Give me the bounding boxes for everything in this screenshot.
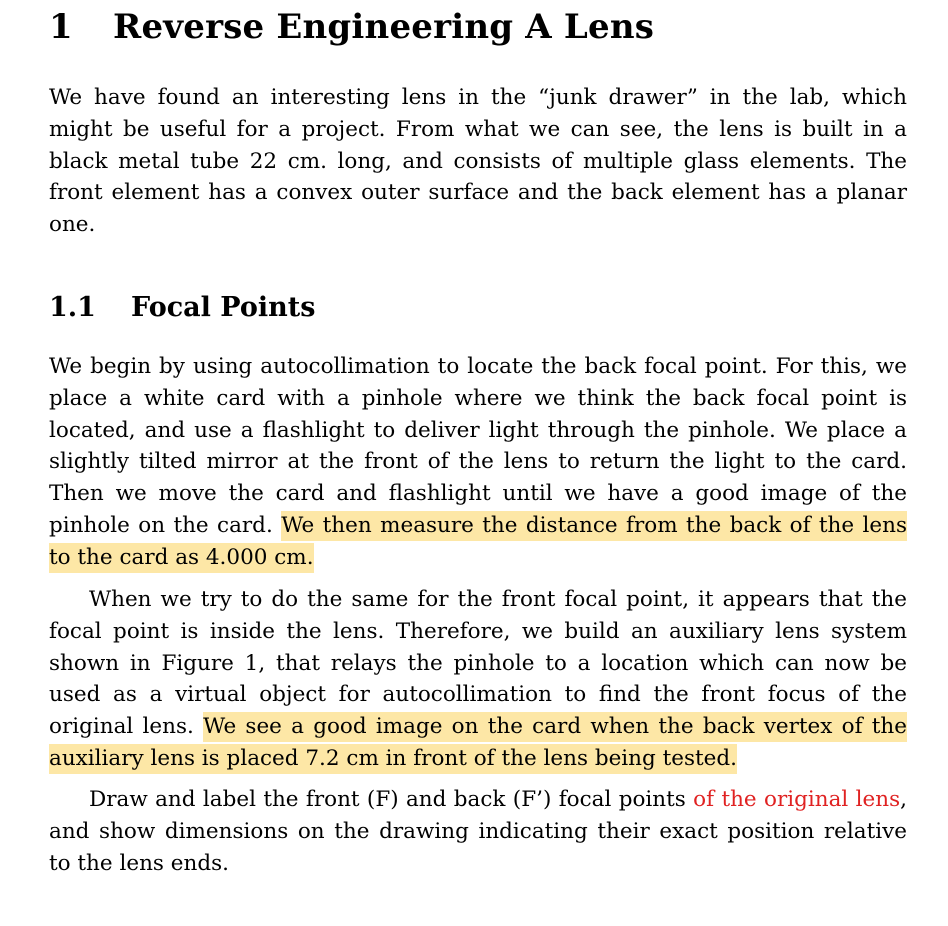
subsection-heading [49,289,315,327]
paragraph-back-focal-point [49,351,907,574]
intro-paragraph: We have found an interesting lens in the “junk drawer” in the lab, which might be useful for a project. From what we can see, the lens is built in a black metal tube 22 cm. long, and consists of multiple glass elements. The front element has a convex outer surface and the back element has a planar one. [49,85,907,238]
section-number: 1 [49,7,73,47]
highlight-annotation: We see a good image on the card when the back vertex of the auxiliary lens is placed 7.2 cm in front of the lens being tested. [49,712,907,774]
subsection-title: Focal Points [131,292,316,323]
paragraph-text: Draw and label the front (F) and back (F’) focal points [89,787,694,812]
subsection-number: 1.1 [49,292,96,323]
highlight-annotation: We then measure the distance from the back of the lens to the card as 4.000 cm. [49,511,907,573]
section-heading [49,4,654,50]
red-text-annotation: of the original lens [693,787,901,812]
paragraph-text: , and show dimensions on the drawing indicating their exact position relative to the lens ends. [49,787,907,876]
paragraph-task [49,784,907,879]
section-title: Reverse Engineering A Lens [113,7,655,47]
paragraph-text: When we try to do the same for the front focal point, it appears that the focal point is inside the lens. Therefore, we build an auxiliary lens system shown in Figure 1, that relays the pinhole to a location which can now be used as a virtual object for autocollimation to find the front focus of the original lens. [49,587,907,740]
paragraph-text: We begin by using autocollimation to locate the back focal point. For this, we place a white card with a pinhole where we think the back focal point is located, and use a flashlight to deliver light through the pinhole. We place a slightly tilted mirror at the front of the lens to return the light to the card. Then we move the card and flashlight until we have a good image of the pinhole on the card. [49,354,907,538]
paragraph-front-focal-point [49,584,907,775]
